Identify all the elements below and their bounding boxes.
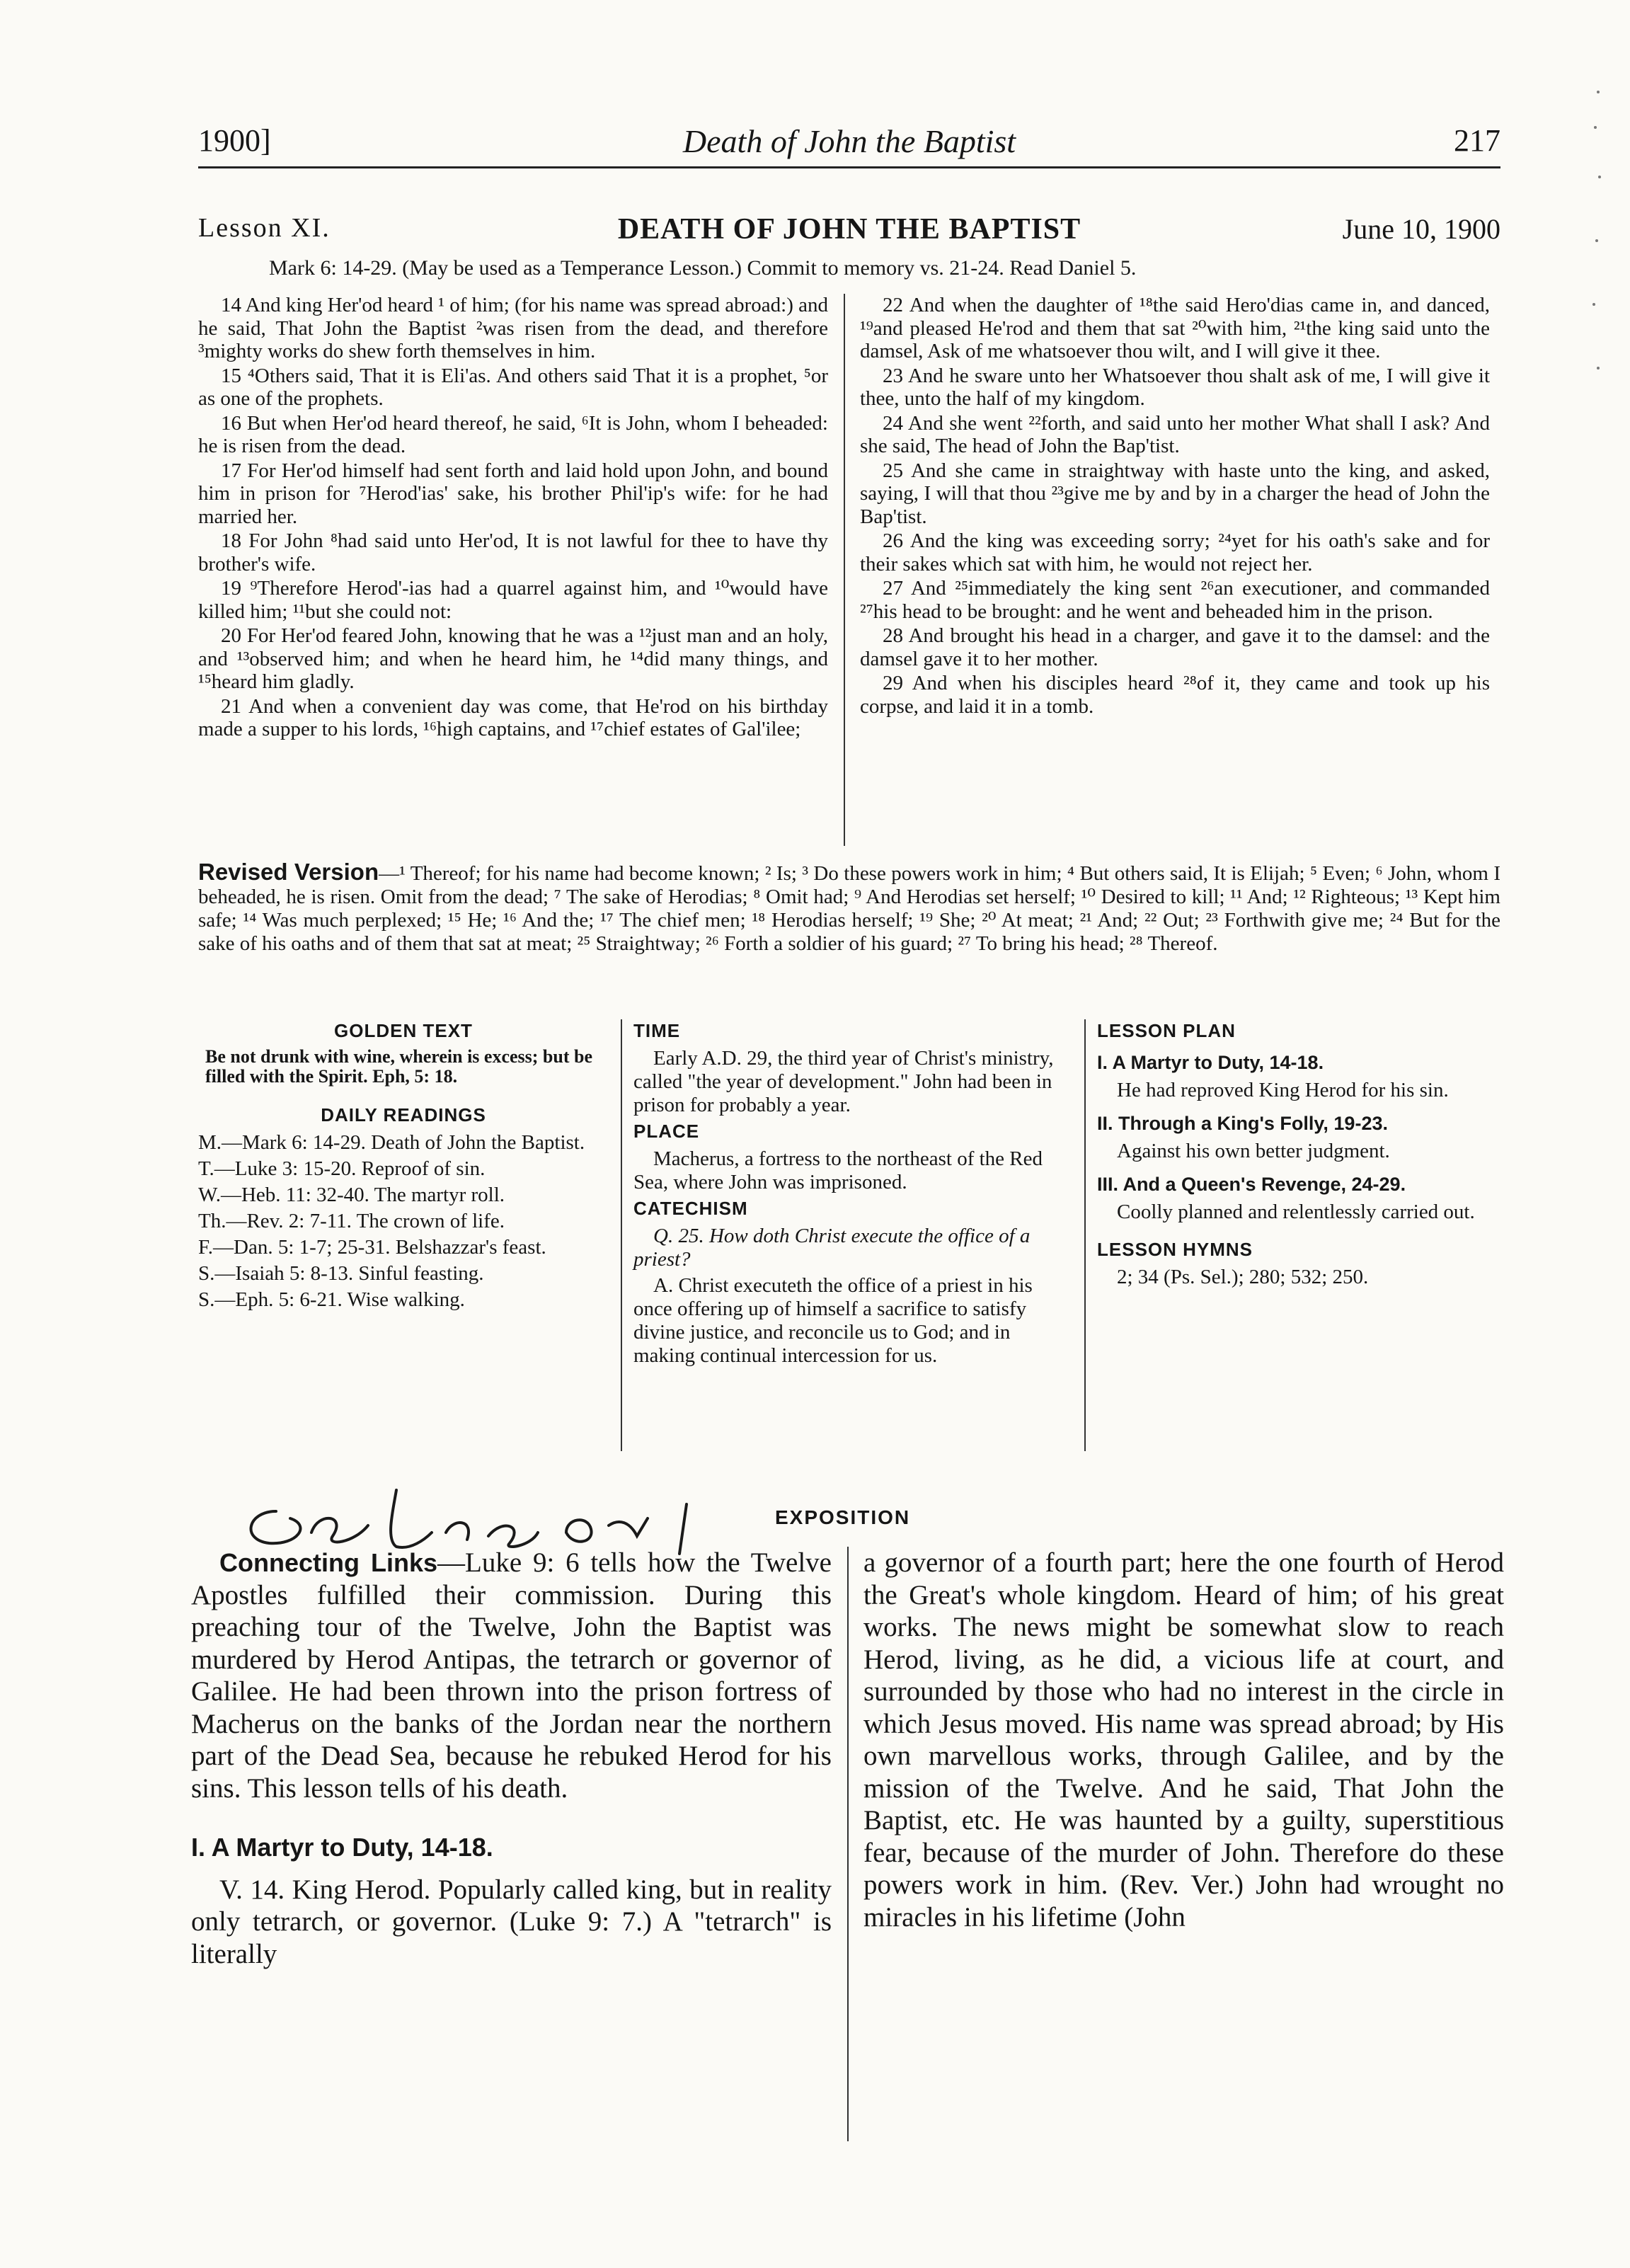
exposition — [191, 1547, 1504, 2155]
verse: 18 For John ⁸had said unto Her'od, It is not lawful for thee to have thy brother's wife. — [198, 529, 828, 575]
lesson-helps — [198, 1019, 1500, 1487]
list-item: S.—Isaiah 5: 8-13. Sinful feasting. — [198, 1262, 484, 1285]
verse: 17 For Her'od himself had sent forth and laid hold upon John, and bound him in prison for ⁷Herod'ias' sake, his brother Phil'ip's wife: for he had married her. — [198, 459, 828, 528]
lesson-heading — [198, 212, 1500, 255]
scripture-left-column — [198, 294, 828, 743]
list-item: W.—Heb. 11: 32-40. The martyr roll. — [198, 1184, 505, 1206]
exposition-heading: EXPOSITION — [775, 1506, 911, 1528]
plan-point-desc: Coolly planned and relentlessly carried out. — [1117, 1201, 1475, 1223]
time-heading: TIME — [633, 1020, 681, 1041]
running-header — [198, 117, 1500, 168]
connecting-links-text: —Luke 9: 6 tells how the Twelve Apostles fulfilled their commission. During this preaching tour of the Twelve, John the Baptist was murdered by Herod Antipas, the tetrarch or governor of Galilee. He had been thrown into the prison fortress of Macherus on the banks of the Jordan near the northern part of the Dead Sea, because he rebuked Herod for his sins. This lesson tells of his death. — [191, 1547, 832, 1804]
list-item: F.—Dan. 5: 1-7; 25-31. Belshazzar's feast. — [198, 1236, 546, 1259]
verse-comment: V. 14. King Herod. Popularly called king, but in reality only tetrarch, or governor. (Luke 9: 7.) A "tetrarch" is literally — [191, 1874, 832, 1969]
daily-readings-heading: DAILY READINGS — [321, 1104, 486, 1126]
column-divider — [1084, 1019, 1086, 1451]
verse: 23 And he sware unto her Whatsoever thou shalt ask of me, I will give it thee, unto the half of my kingdom. — [860, 364, 1490, 410]
plan-point-desc: He had reproved King Herod for his sin. — [1117, 1079, 1449, 1101]
verse: 27 And ²⁵immediately the king sent ²⁶an executioner, and commanded ²⁷his head to be brought: and he went and beheaded him in the prison. — [860, 577, 1490, 623]
lesson-title: DEATH OF JOHN THE BAPTIST — [617, 213, 1081, 246]
scripture-right-column — [860, 294, 1490, 719]
daily-readings-list — [198, 1131, 609, 1312]
place-text: Macherus, a fortress to the northeast of the Red Sea, where John was imprisoned. — [633, 1147, 1043, 1193]
verse: 29 And when his disciples heard ²⁸of it, they came and took up his corpse, and laid it in a tomb. — [860, 672, 1490, 718]
verse: 14 And king Her'od heard ¹ of him; (for his name was spread abroad:) and he said, That John the Baptist ²was risen from the dead, and therefore ³mighty works do shew forth themselves in him. — [198, 294, 828, 362]
revised-version-label: Revised Version — [198, 859, 379, 885]
column-divider — [621, 1019, 622, 1451]
verse: 20 For Her'od feared John, knowing that he was a ¹²just man and an holy, and ¹³observed him; and when he heard him, he ¹⁴did many things, and ¹⁵heard him gladly. — [198, 624, 828, 693]
time-place-catechism-box — [633, 1019, 1072, 1370]
verse: 24 And she went ²²forth, and said unto her mother What shall I ask? And she said, The head of John the Bap'tist. — [860, 411, 1490, 457]
edge-dots-icon — [1585, 78, 1607, 389]
hymns-text: 2; 34 (Ps. Sel.); 280; 532; 250. — [1117, 1266, 1369, 1288]
lesson-number: Lesson XI. — [198, 213, 331, 243]
catechism-answer: A. Christ executeth the office of a priest in his once offering up of himself a sacrifice to satisfy divine justice, and reconcile us to God; and in making continual intercession for us. — [633, 1274, 1033, 1367]
column-divider — [847, 1547, 849, 2141]
plan-point-title: III. And a Queen's Revenge, 24-29. — [1097, 1174, 1406, 1195]
column-divider — [844, 294, 845, 846]
header-title: Death of John the Baptist — [682, 123, 1016, 159]
revised-version-text: —¹ Thereof; for his name had become known; ² Is; ³ Do these powers work in him; ⁴ But others said, It is Elijah; ⁵ Even; ⁶ John, whom I beheaded, he is risen. Omit from the dead; ⁷ The sake of Herodias; ⁸ Omit had; ⁹ And Herodias set herself; ¹⁰ Desired to kill; ¹¹ And; ¹² Righteous; ¹³ Kept him safe; ¹⁴ Was much perplexed; ¹⁵ He; ¹⁶ And the; ¹⁷ The chief men; ¹⁸ Herodias herself; ¹⁹ She; ²⁰ At meat; ²¹ And; ²² Out; ²³ Forthwith give me; ²⁴ But for the sake of his oaths and of them that sat at meat; ²⁵ Straightway; ²⁶ Forth a soldier of his guard; ²⁷ To bring his head; ²⁸ Thereof. — [198, 862, 1501, 955]
catechism-heading: CATECHISM — [633, 1198, 748, 1219]
scripture-text — [198, 294, 1500, 853]
list-item: T.—Luke 3: 15-20. Reproof of sin. — [198, 1157, 486, 1180]
exposition-right-text: a governor of a fourth part; here the one fourth of Herod the Great's whole kingdom. Heard of him; of his great works. The news might be somewhat slow to reach Herod, living, as he did, a vicious life at court, and surrounded by those who had no interest in the circle in which Jesus moved. His name was spread abroad; by His own marvellous works, through Galilee, and by the mission of the Twelve. And he said, That John the Baptist, etc. He was haunted by a guilty, superstitious fear, because of the murder of John. Therefore do these powers work in him. (Rev. Ver.) John had wrought no miracles in his lifetime (John — [863, 1547, 1504, 1932]
list-item: M.—Mark 6: 14-29. Death of John the Baptist. — [198, 1131, 585, 1154]
verse: 28 And brought his head in a charger, and gave it to the damsel: and the damsel gave it to her mother. — [860, 624, 1490, 670]
verse: 19 ⁹Therefore Herod'-ias had a quarrel against him, and ¹⁰would have killed him; ¹¹but she could not: — [198, 577, 828, 623]
time-text: Early A.D. 29, the third year of Christ's ministry, called "the year of development." John had been in prison for probably a year. — [633, 1047, 1054, 1116]
header-year: 1900] — [198, 123, 271, 158]
revised-version-notes — [198, 860, 1500, 956]
lesson-plan-heading: LESSON PLAN — [1097, 1020, 1236, 1041]
page-number: 217 — [1454, 123, 1500, 158]
page-edge-marks — [1585, 78, 1607, 389]
verse: 22 And when the daughter of ¹⁸the said Hero'dias came in, and danced, ¹⁹and pleased He'rod and them that sat ²⁰with him, ²¹the king said unto the damsel, Ask of me whatsoever thou wilt, and I will give it thee. — [860, 294, 1490, 362]
hymns-heading: LESSON HYMNS — [1097, 1239, 1253, 1260]
lesson-plan-box — [1097, 1019, 1500, 1289]
verse: 26 And the king was exceeding sorry; ²⁴yet for his oath's sake and for their sakes which sat with him, he would not reject her. — [860, 529, 1490, 575]
plan-point-title: I. A Martyr to Duty, 14-18. — [1097, 1052, 1324, 1073]
exposition-left-column — [191, 1547, 832, 1970]
list-item: Th.—Rev. 2: 7-11. The crown of life. — [198, 1210, 505, 1232]
list-item: S.—Eph. 5: 6-21. Wise walking. — [198, 1288, 465, 1311]
exposition-right-column — [863, 1547, 1504, 1933]
golden-text-heading: GOLDEN TEXT — [334, 1020, 473, 1041]
verse: 25 And she came in straightway with haste unto the king, and asked, saying, I will that thou ²³give me by and by in a charger the head of John the Bap'tist. — [860, 459, 1490, 528]
lesson-subline: Mark 6: 14-29. (May be used as a Temperance Lesson.) Commit to memory vs. 21-24. Read Daniel 5. — [269, 256, 1137, 280]
place-heading: PLACE — [633, 1121, 700, 1142]
verse: 15 ⁴Others said, That it is Eli'as. And others said That it is a prophet, ⁵or as one of the prophets. — [198, 364, 828, 410]
lesson-date: June 10, 1900 — [1342, 213, 1500, 245]
golden-text: Be not drunk with wine, wherein is excess; but be filled with the Spirit. Eph, 5: 18. — [205, 1046, 593, 1087]
plan-point-desc: Against his own better judgment. — [1117, 1140, 1390, 1162]
catechism-question: Q. 25. How doth Christ execute the office of a priest? — [633, 1225, 1031, 1271]
golden-text-box — [198, 1019, 609, 1315]
connecting-links-label: Connecting Links — [219, 1548, 438, 1577]
plan-point-title: II. Through a King's Folly, 19-23. — [1097, 1113, 1388, 1134]
verse: 21 And when a convenient day was come, that He'rod on his birthday made a supper to his lords, ¹⁶high captains, and ¹⁷chief estates of Gal'ilee; — [198, 694, 828, 740]
verse: 16 But when Her'od heard thereof, he said, ⁶It is John, whom I beheaded: he is risen from the dead. — [198, 411, 828, 457]
section-heading: I. A Martyr to Duty, 14-18. — [191, 1833, 493, 1862]
